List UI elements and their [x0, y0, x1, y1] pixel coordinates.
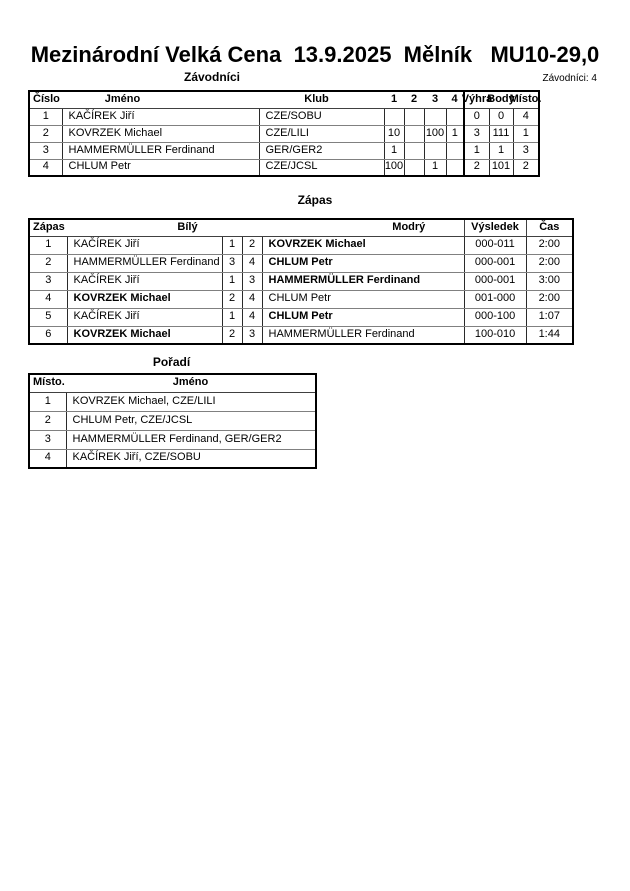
col-header-round-3: 3 [424, 91, 446, 108]
place-cell: 3 [513, 142, 539, 159]
blue-name-cell: CHLUM Petr [262, 290, 464, 308]
col-header-round-2: 2 [404, 91, 424, 108]
club-cell: GER/GER2 [259, 142, 384, 159]
result-cell: 100-010 [464, 326, 526, 344]
time-cell: 1:44 [526, 326, 573, 344]
white-number-cell: 1 [222, 236, 242, 254]
col-header-club: Klub [259, 91, 384, 108]
club-cell: CZE/JCSL [259, 159, 384, 176]
rank-place-cell: 3 [29, 430, 66, 449]
col-header-place: Místo. [513, 91, 539, 108]
round-cell [384, 108, 404, 125]
round-cell: 100 [424, 125, 446, 142]
col-header-white: Bílý [67, 219, 262, 236]
round-cell [404, 125, 424, 142]
round-cell: 1 [424, 159, 446, 176]
match-number-cell: 1 [29, 236, 67, 254]
col-header-round-4: 4 [446, 91, 464, 108]
table-row [29, 254, 573, 272]
round-cell [404, 108, 424, 125]
wins-cell: 2 [464, 159, 489, 176]
competitor-name-cell: KAČÍREK Jiří [62, 108, 259, 125]
round-cell: 1 [446, 125, 464, 142]
white-name-cell: HAMMERMÜLLER Ferdinand [67, 254, 222, 272]
competitors-count: Závodníci: 4 [542, 73, 597, 84]
white-name-cell: KOVRZEK Michael [67, 290, 222, 308]
points-cell: 111 [489, 125, 513, 142]
round-cell: 1 [384, 142, 404, 159]
col-header-blue: Modrý [262, 219, 464, 236]
blue-number-cell: 3 [242, 272, 262, 290]
blue-number-cell: 2 [242, 236, 262, 254]
round-cell: 100 [384, 159, 404, 176]
competitor-name-cell: HAMMERMÜLLER Ferdinand [62, 142, 259, 159]
round-cell [424, 142, 446, 159]
competitor-number-cell: 1 [29, 108, 62, 125]
club-cell: CZE/SOBU [259, 108, 384, 125]
blue-number-cell: 4 [242, 290, 262, 308]
rank-place-cell: 1 [29, 392, 66, 411]
col-header-match: Zápas [29, 219, 67, 236]
time-cell: 2:00 [526, 254, 573, 272]
place-cell: 1 [513, 125, 539, 142]
blue-number-cell: 4 [242, 308, 262, 326]
round-cell [446, 142, 464, 159]
round-cell [446, 108, 464, 125]
match-number-cell: 3 [29, 272, 67, 290]
white-name-cell: KAČÍREK Jiří [67, 272, 222, 290]
points-cell: 0 [489, 108, 513, 125]
blue-name-cell: HAMMERMÜLLER Ferdinand [262, 326, 464, 344]
table-row [29, 142, 539, 159]
time-cell: 1:07 [526, 308, 573, 326]
table-row [29, 392, 316, 411]
competitor-name-cell: KOVRZEK Michael [62, 125, 259, 142]
white-number-cell: 2 [222, 290, 242, 308]
wins-cell: 3 [464, 125, 489, 142]
blue-name-cell: KOVRZEK Michael [262, 236, 464, 254]
result-cell: 000-001 [464, 272, 526, 290]
white-name-cell: KOVRZEK Michael [67, 326, 222, 344]
page-title: Mezinárodní Velká Cena 13.9.2025 Mělník MU10-29,0 [30, 42, 600, 67]
matches-section-title: Zápas [297, 193, 333, 207]
blue-number-cell: 4 [242, 254, 262, 272]
white-name-cell: KAČÍREK Jiří [67, 308, 222, 326]
col-header-round-1: 1 [384, 91, 404, 108]
white-number-cell: 3 [222, 254, 242, 272]
white-number-cell: 1 [222, 272, 242, 290]
competitor-name-cell: CHLUM Petr [62, 159, 259, 176]
round-cell [424, 108, 446, 125]
rank-name-cell: KAČÍREK Jiří, CZE/SOBU [66, 449, 316, 468]
competitor-number-cell: 3 [29, 142, 62, 159]
white-number-cell: 1 [222, 308, 242, 326]
rank-name-cell: HAMMERMÜLLER Ferdinand, GER/GER2 [66, 430, 316, 449]
round-cell [446, 159, 464, 176]
col-header-name: Jméno [62, 91, 259, 108]
match-number-cell: 5 [29, 308, 67, 326]
blue-name-cell: CHLUM Petr [262, 308, 464, 326]
table-row [29, 108, 539, 125]
table-row [29, 449, 316, 468]
col-header-place: Místo. [29, 374, 66, 392]
round-cell: 10 [384, 125, 404, 142]
white-name-cell: KAČÍREK Jiří [67, 236, 222, 254]
table-row [29, 272, 573, 290]
table-row [29, 125, 539, 142]
round-cell [404, 142, 424, 159]
match-number-cell: 2 [29, 254, 67, 272]
time-cell: 3:00 [526, 272, 573, 290]
ranking-table [28, 373, 317, 469]
col-header-name: Jméno [66, 374, 316, 392]
place-cell: 4 [513, 108, 539, 125]
white-number-cell: 2 [222, 326, 242, 344]
place-cell: 2 [513, 159, 539, 176]
table-header-row [29, 219, 573, 236]
rank-name-cell: CHLUM Petr, CZE/JCSL [66, 411, 316, 430]
time-cell: 2:00 [526, 236, 573, 254]
result-cell: 000-100 [464, 308, 526, 326]
blue-name-cell: HAMMERMÜLLER Ferdinand [262, 272, 464, 290]
matches-table [28, 218, 574, 345]
round-cell [404, 159, 424, 176]
result-cell: 000-011 [464, 236, 526, 254]
rank-place-cell: 4 [29, 449, 66, 468]
wins-cell: 1 [464, 142, 489, 159]
table-row [29, 308, 573, 326]
club-cell: CZE/LILI [259, 125, 384, 142]
blue-name-cell: CHLUM Petr [262, 254, 464, 272]
time-cell: 2:00 [526, 290, 573, 308]
table-row [29, 159, 539, 176]
table-row [29, 430, 316, 449]
col-header-wins: Výhra [464, 91, 489, 108]
table-header-row [29, 91, 539, 108]
wins-cell: 0 [464, 108, 489, 125]
table-header-row [29, 374, 316, 392]
col-header-time: Čas [526, 219, 573, 236]
competitor-number-cell: 4 [29, 159, 62, 176]
table-row [29, 290, 573, 308]
blue-number-cell: 3 [242, 326, 262, 344]
table-row [29, 236, 573, 254]
points-cell: 101 [489, 159, 513, 176]
col-header-result: Výsledek [464, 219, 526, 236]
table-row [29, 326, 573, 344]
rank-name-cell: KOVRZEK Michael, CZE/LILI [66, 392, 316, 411]
table-row [29, 411, 316, 430]
result-cell: 001-000 [464, 290, 526, 308]
rank-place-cell: 2 [29, 411, 66, 430]
section-label-zavodnici: Závodníci [183, 70, 240, 84]
competitors-table [28, 90, 540, 177]
ranking-section-title: Pořadí [152, 355, 191, 369]
col-header-number: Číslo [29, 91, 62, 108]
points-cell: 1 [489, 142, 513, 159]
match-number-cell: 4 [29, 290, 67, 308]
match-number-cell: 6 [29, 326, 67, 344]
result-cell: 000-001 [464, 254, 526, 272]
competitor-number-cell: 2 [29, 125, 62, 142]
col-header-points: Body [489, 91, 513, 108]
